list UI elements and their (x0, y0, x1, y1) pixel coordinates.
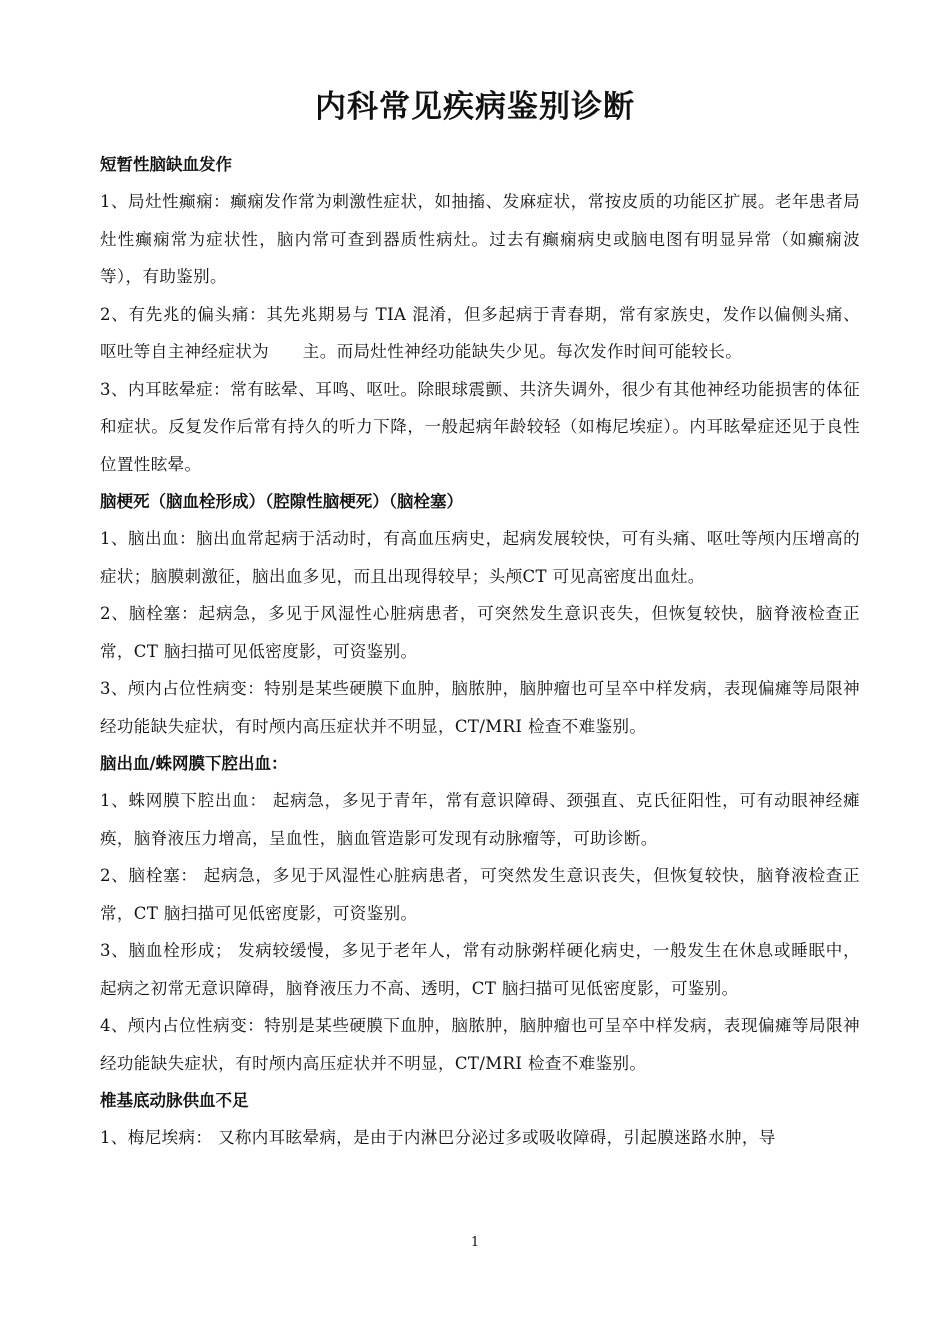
paragraph: 3、颅内占位性病变：特别是某些硬膜下血肿，脑脓肿，脑肿瘤也可呈卒中样发病，表现偏瘫等局限神经功能缺失症状，有时颅内高压症状并不明显，CT/MRI 检查不难鉴别。 (100, 679, 860, 736)
section-cerebral-infarction (100, 483, 860, 745)
section-heading: 椎基底动脉供血不足 (100, 1091, 249, 1110)
paragraph: 1、局灶性癫痫：癫痫发作常为刺激性症状，如抽搐、发麻症状，常按皮质的功能区扩展。老年患者局灶性癫痫常为症状性，脑内常可查到器质性病灶。过去有癫痫病史或脑电图有明显异常（如癫痫波等），有助鉴别。 (100, 192, 860, 286)
paragraph: 1、蛛网膜下腔出血： 起病急，多见于青年，常有意识障碍、颈强直、克氏征阳性，可有动眼神经瘫痪，脑脊液压力增高，呈血性，脑血管造影可发现有动脉瘤等，可助诊断。 (100, 791, 860, 848)
section-heading: 短暂性脑缺血发作 (100, 155, 232, 174)
paragraph: 3、内耳眩晕症：常有眩晕、耳鸣、呕吐。除眼球震颤、共济失调外，很少有其他神经功能损害的体征和症状。反复发作后常有持久的听力下降，一般起病年龄较轻（如梅尼埃症）。内耳眩晕症还见于良性位置性眩晕。 (100, 379, 860, 474)
paragraph: 3、脑血栓形成； 发病较缓慢，多见于老年人，常有动脉粥样硬化病史，一般发生在休息或睡眠中，起病之初常无意识障碍，脑脊液压力不高、透明，CT 脑扫描可见低密度影，可鉴别。 (100, 941, 860, 998)
section-heading: 脑梗死（脑血栓形成）（腔隙性脑梗死）（脑栓塞） (100, 492, 463, 511)
section-heading: 脑出血/蛛网膜下腔出血： (100, 754, 288, 773)
paragraph: 4、颅内占位性病变：特别是某些硬膜下血肿，脑脓肿，脑肿瘤也可呈卒中样发病，表现偏瘫等局限神经功能缺失症状，有时颅内高压症状并不明显，CT/MRI 检查不难鉴别。 (100, 1016, 860, 1073)
document-title: 内科常见疾病鉴别诊断 (315, 89, 635, 125)
document-body (100, 146, 860, 1157)
section-hemorrhage (100, 745, 860, 1082)
paragraph: 2、脑栓塞：起病急，多见于风湿性心脏病患者，可突然发生意识丧失，但恢复较快，脑脊液检查正常，CT 脑扫描可见低密度影，可资鉴别。 (100, 604, 860, 661)
paragraph: 1、脑出血：脑出血常起病于活动时，有高血压病史，起病发展较快，可有头痛、呕吐等颅内压增高的症状；脑膜刺激征，脑出血多见，而且出现得较早；头颅CT 可见高密度出血灶。 (100, 529, 860, 586)
section-vertebrobasilar-insufficiency (100, 1082, 860, 1157)
section-tia (100, 146, 860, 483)
paragraph: 1、梅尼埃病： 又称内耳眩晕病，是由于内淋巴分泌过多或吸收障碍，引起膜迷路水肿，导 (100, 1128, 776, 1147)
paragraph: 2、有先兆的偏头痛：其先兆期易与 TIA 混淆，但多起病于青春期，常有家族史，发作以偏侧头痛、呕吐等自主神经症状为 主。而局灶性神经功能缺失少见。每次发作时间可能较长。 (100, 304, 860, 361)
page-number: 1 (470, 1235, 480, 1250)
paragraph: 2、脑栓塞： 起病急，多见于风湿性心脏病患者，可突然发生意识丧失，但恢复较快，脑脊液检查正常，CT 脑扫描可见低密度影，可资鉴别。 (100, 866, 860, 923)
